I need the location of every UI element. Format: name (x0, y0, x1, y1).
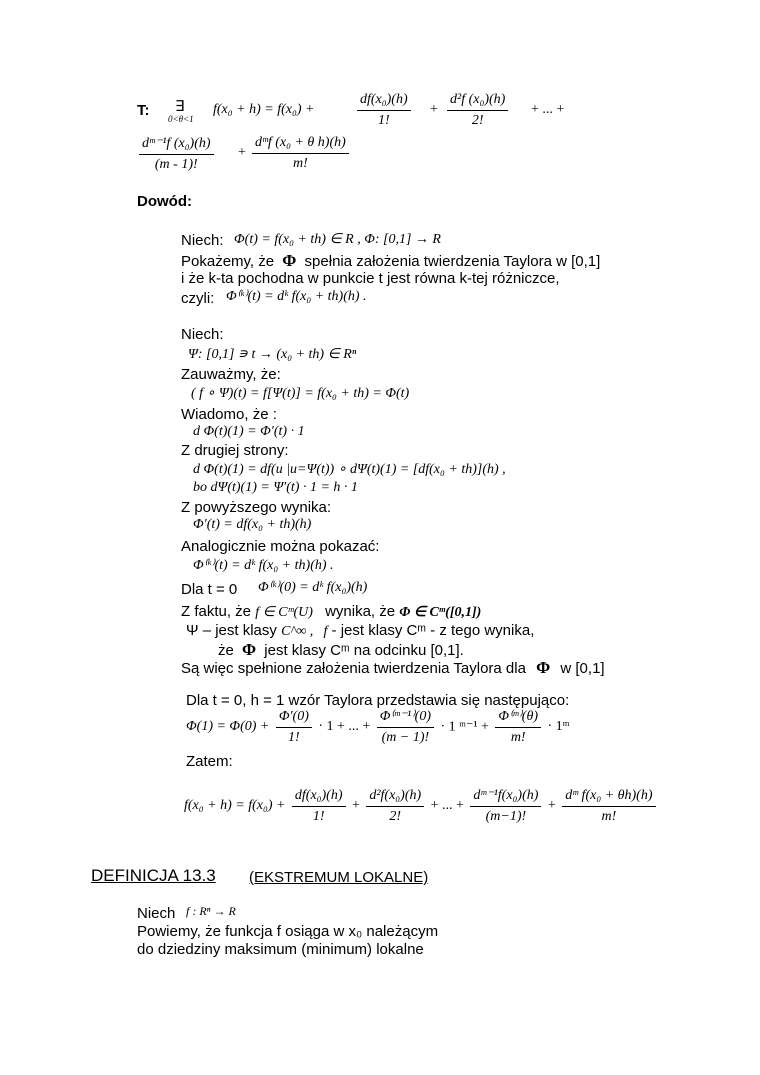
definition-line1: Powiemy, że funkcja f osiąga w x₀ należącym (137, 923, 439, 940)
theorem-plus2: + (238, 145, 246, 160)
frac-denominator: (m − 1)! (381, 730, 430, 745)
theorem-frac2 (445, 92, 510, 129)
frac-numerator: Φ⁽ᵐ⁻¹⁾(0) (377, 708, 434, 728)
proof-czyli-label: czyli: (181, 290, 215, 307)
final-taylor-formula (184, 787, 658, 825)
ze-phi-a: że (218, 642, 234, 659)
definition-line2: do dziedziny maksimum (minimum) lokalne (137, 941, 424, 958)
psi-klasy-a: Ψ – jest klasy (186, 622, 277, 639)
frac-numerator: df(x₀)(h) (292, 788, 346, 807)
theorem-frac4 (250, 135, 351, 172)
frac-denominator: m! (510, 730, 526, 745)
final-lhs: f(x₀ + h) = f(x₀) + (184, 798, 286, 813)
proof-analogicznie: Analogicznie można pokazać: (181, 538, 380, 555)
proof-powyzszego-math: Φ′(t) = df(x₀ + th)(h) (193, 517, 312, 532)
frac-denominator: 2! (389, 808, 402, 824)
frac-numerator: dᵐ f(x₀ + θh)(h) (562, 788, 655, 807)
sa-wiec-b: w [0,1] (560, 660, 605, 677)
phi-symbol: Φ (242, 640, 257, 659)
theorem-label: T: (137, 102, 150, 119)
sa-wiec-a: Są więc spełnione założenia twierdzenia Taylora dla (181, 660, 526, 677)
proof-niech1-math: Φ(t) = f(x₀ + th) ∈ R , Φ: [0,1] → R (234, 232, 441, 247)
psi-klasy-b: - jest klasy Cᵐ - z tego wynika, (331, 622, 535, 639)
proof-dla-t0-h1: Dla t = 0, h = 1 wzór Taylora przedstawia się następująco: (186, 692, 570, 709)
proof-dla-t0: Dla t = 0 (181, 581, 238, 598)
proof-zauwazmy: Zauważmy, że: (181, 366, 281, 383)
proof-drugiej-math2: bo dΨ(t)(1) = Ψ′(t) · 1 = h · 1 (193, 480, 358, 495)
frac-denominator: 1! (377, 113, 390, 128)
final-plus1: + (351, 798, 360, 813)
z-faktu-math2: Φ ∈ Cᵐ([0,1]) (399, 605, 482, 620)
theorem-plus1: + (430, 102, 438, 117)
final-mid: + ... + (430, 798, 464, 813)
taylor-phi-mid2: · 1 ᵐ⁻¹ + (440, 719, 489, 735)
psi-klasy-f: f (323, 624, 328, 639)
proof-psi-klasy (186, 622, 534, 640)
pokazemy-b: spełnia założenia twierdzenia Taylora w [0,1] (304, 253, 601, 270)
proof-ze-phi (218, 640, 464, 660)
proof-wiadomo-math: d Φ(t)(1) = Φ′(t) · 1 (193, 424, 305, 439)
phi-symbol: Φ (282, 251, 297, 270)
z-faktu-a: Z faktu, że (181, 603, 252, 620)
frac-numerator: d²f(x₀)(h) (366, 788, 424, 807)
frac-denominator: 2! (471, 113, 484, 128)
proof-composition: ( f ∘ Ψ)(t) = f[Ψ(t)] = f(x₀ + th) = Φ(t) (191, 386, 410, 401)
theorem-frac3 (137, 135, 216, 173)
theorem-line1-lhs: f(x₀ + h) = f(x₀) + (213, 102, 315, 117)
theorem-quantifier: ∃ 0<θ<1 (168, 99, 194, 124)
definition-subtitle: (EKSTREMUM LOKALNE) (249, 869, 429, 886)
definition-niech-math: f : Rⁿ → R (186, 904, 236, 918)
theorem-tail1: + ... + (531, 102, 565, 117)
z-faktu-b: wynika, że (325, 603, 396, 620)
proof-czyli-math: Φ⁽ᵏ⁾(t) = dᵏ f(x₀ + th)(h) . (226, 289, 367, 304)
phi-symbol: Φ (536, 658, 551, 677)
proof-line-kta: i że k-ta pochodna w punkcie t jest równa k-tej różniczce, (181, 270, 560, 287)
proof-niech1-label: Niech: (181, 232, 224, 249)
definition-title: DEFINICJA 13.3 (91, 866, 216, 885)
psi-klasy-math: C^∞ , (281, 624, 314, 639)
frac-denominator: (m - 1)! (154, 157, 198, 172)
proof-wiadomo: Wiadomo, że : (181, 406, 277, 423)
ze-phi-b: jest klasy Cᵐ na odcinku [0,1]. (264, 642, 464, 659)
frac-numerator: dᵐ⁻¹f(x₀)(h) (470, 787, 541, 807)
proof-z-powyzszego: Z powyższego wynika: (181, 499, 332, 516)
frac-denominator: m! (293, 156, 308, 171)
taylor-phi-end: · 1ᵐ (547, 719, 570, 734)
frac-denominator: (m−1)! (485, 809, 527, 824)
proof-dla-t0-math: Φ⁽ᵏ⁾(0) = dᵏ f(x₀)(h) (258, 580, 368, 595)
quantifier-range: 0<θ<1 (168, 114, 194, 124)
definition-niech-label: Niech (137, 905, 176, 922)
taylor-phi-mid: · 1 + ... + (318, 719, 371, 734)
proof-pokazemy (181, 251, 600, 271)
proof-psi-def: Ψ: [0,1] ∍ t → (x₀ + th) ∈ Rⁿ (188, 347, 357, 362)
taylor-phi-formula (186, 708, 569, 746)
frac-numerator: d²f (x₀)(h) (447, 92, 508, 111)
final-plus2: + (547, 798, 556, 813)
proof-z-faktu (181, 603, 481, 621)
frac-denominator: 1! (288, 729, 300, 745)
theorem-frac1 (355, 92, 413, 129)
z-faktu-math1: f ∈ Cᵐ(U) (255, 605, 313, 620)
proof-drugiej-math1: d Φ(t)(1) = df(u |u=Ψ(t)) ∘ dΨ(t)(1) = [df(x₀ + th)](h) , (193, 462, 506, 477)
proof-analogicznie-math: Φ⁽ᵏ⁾(t) = dᵏ f(x₀ + th)(h) . (193, 558, 334, 573)
proof-z-drugiej: Z drugiej strony: (181, 442, 289, 459)
proof-sa-wiec (181, 658, 605, 678)
frac-numerator: Φ′(0) (276, 709, 312, 728)
frac-denominator: m! (601, 808, 617, 824)
frac-numerator: df(x₀)(h) (357, 92, 411, 111)
frac-numerator: dᵐf (x₀ + θ h)(h) (252, 135, 349, 154)
proof-niech2-label: Niech: (181, 326, 224, 343)
frac-denominator: 1! (312, 808, 325, 824)
frac-numerator: Φ⁽ᵐ⁾(θ) (495, 708, 541, 728)
proof-zatem: Zatem: (186, 753, 233, 770)
frac-numerator: dᵐ⁻¹f (x₀)(h) (139, 135, 214, 155)
pokazemy-a: Pokażemy, że (181, 253, 275, 270)
proof-heading: Dowód: (137, 193, 192, 210)
taylor-phi-lhs: Φ(1) = Φ(0) + (186, 719, 270, 734)
